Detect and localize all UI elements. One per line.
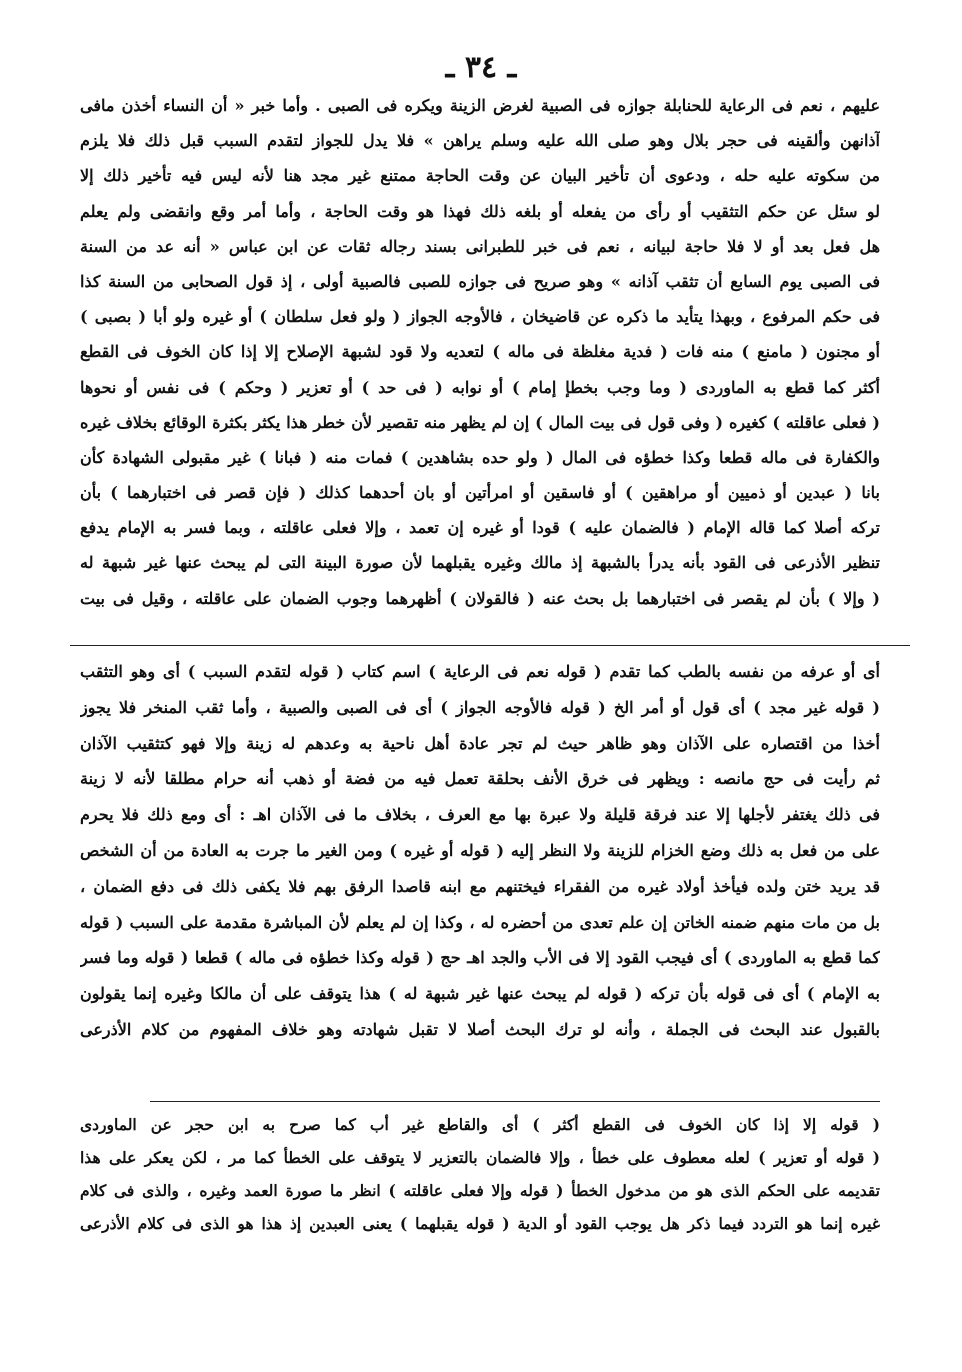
footnote-line: بالقبول عند البحث فى الجملة ، وأنه لو ترك البحث أصلا لا تقبل شهادته وهو خلاف المفهوم من كلام الأذرعى <box>80 1019 880 1039</box>
footnote-line: ثم رأيت فى حج مانصه : ويظهر فى خرق الأنف بحلقة تعمل فيه من فضة أو ذهب أنه حرام مطلقا لأنه لا زينة <box>80 769 880 789</box>
text-line: أكثر كما قطع به الماوردى ( وما وجب بخطإ إمام ) أو نوابه ( فى حد ) أو تعزير ( وحكم ) فى نفس أو نحوها <box>80 377 880 397</box>
gloss-line: تقديمه على الحكم الذى هو من مدخول الخطأ ( قوله وإلا فعلى عاقلته ) انظر ما صورة العمد وغيره ، والذى فى كلام <box>80 1181 880 1200</box>
footnote-line: على من فعل به ذلك وضع الخزام للزينة ولا النظر إليه ( قوله أو غيره ) ومن الغير ما جرت به العادة من أن الشخص <box>80 840 880 860</box>
text-line: والكفارة فى ماله قطعا وكذا خطؤه فى المال ( ولو حده بشاهدين ) فمات منه ( فبانا ) غير مقبولى الشهادة كأن <box>80 447 880 467</box>
footnote-line: ( قوله غير مجد ) أى قول أو أمر الخ ( قوله فالأوجه الجواز ) أى فى الصبى والصبية ، وأما ثقب المنخر فلا يجوز <box>80 697 880 717</box>
gloss-line: غيره إنما هو التردد فيما ذكر هل يوجب القود أو الدية ( قوله يقبلهما ) يعنى العبدين إذ هذا هو الذى فى كلام الأذرعى <box>80 1214 880 1233</box>
text-line: تنظير الأذرعى فى القود بأنه يدرأ بالشبهة إذ مالك وغيره يقبلهما لأن صورة البينة التى لم يبحث عنها غير شبهة له <box>80 553 880 573</box>
text-line: ( فعلى عاقلته ) كغيره ( وفى قول فى بيت المال ) إن لم يظهر منه تقصير لأن خطر هذا يكثر بكثرة الوقائع بخلاف غيره <box>80 412 880 432</box>
footnote-line: فى ذلك يغتفر لأجلها إلا عند فرقة قليلة ولا عبرة بها مع العرف ، بخلاف ما فى الآذان اهـ : أى ومع ذلك فلا يحرم <box>80 805 880 825</box>
footnote-line: قد يريد ختن ولده فيأخذ أولاد غيره من الفقراء فيختنهم مع ابنه قاصدا الرفق بهم فلا يكفى ذلك فى دفع الضمان ، <box>80 876 880 896</box>
footnote-line: به الإمام ) أى فى قوله بأن تركه ( قوله لم يبحث عنها غير شبهة له ) هذا يتوقف على أن مالكا وغيره إنما يقولون <box>80 984 880 1004</box>
text-line: لو سئل عن حكم التثقيب أو رأى من يفعله أو بلغه ذلك فهذا هو وقت الحاجة ، وأما أمر وقع وانقضى ولم يعلم <box>80 201 880 221</box>
footnote-line: بل من مات منهم ضمنه الخاتن إن علم تعدى من أحضره له ، وكذا إن لم يعلم لأن المباشرة مقدمة على السبب ( قوله <box>80 912 880 932</box>
gloss-line: ( قوله إلا إذا كان الخوف فى القطع أكثر ) أى والقاطع غير أب كما صرح به ابن حجر عن الماوردى <box>80 1115 880 1134</box>
footnote-line: كما قطع به الماوردى ) أى فيجب القود إلا فى الأب والجد اهـ حج ( قوله وكذا خطؤه فى ماله ) قطعا ( قوله وما فسر <box>80 948 880 968</box>
footnote-commentary <box>80 654 880 1048</box>
footnote-line: أخذا من اقتصاره على الآذان وهو ظاهر حيث لم تجر عادة أهل ناحية به وعدهم له زينة وإلا فهو كتثقيب الآذان <box>80 733 880 753</box>
text-line: ( وإلا ) بأن لم يقصر فى اختبارهما بل بحث عنه ( فالقولان ) أظهرهما وجوب الضمان على عاقلته ، وقيل فى بيت <box>80 588 880 608</box>
main-text <box>80 88 880 616</box>
text-line: فى الصبى يوم السابع أن تثقب آذانه » وهو صريح فى جوازه للصبى فالصبية أولى ، إذ قول الصحابى من السنة كذا <box>80 271 880 291</box>
text-line: بانا ( عبدين أو ذميين أو مراهقين ) أو فاسقين أو امرأتين أو بان أحدهما كذلك ( فإن قصر فى اختبارهما ) بأن <box>80 483 880 503</box>
text-line: عليهم ، نعم فى الرعاية للحنابلة جوازه فى الصبية لغرض الزينة ويكره فى الصبى . وأما خبر « أن النساء أخذن مافى <box>80 96 880 115</box>
footnote-gloss <box>80 1108 880 1240</box>
text-line: هل فعل بعد أو لا فلا حاجة لبيانه ، نعم فى خبر للطبرانى بسند رجاله ثقات عن ابن عباس « أنه عد من السنة <box>80 236 880 256</box>
footnote-divider-2 <box>150 1101 880 1102</box>
footnote-divider <box>70 645 910 646</box>
text-line: تركه أصلا كما قاله الإمام ( فالضمان عليه ) قودا أو غيره إن تعمد ، وإلا فعلى عاقلته ، وبما فسر به الإمام يدفع <box>80 518 880 538</box>
footnote-line: أى أو عرفه من نفسه بالطب كما تقدم ( قوله نعم فى الرعاية ) اسم كتاب ( قوله لتقدم السبب ) أى وهو التثقب <box>80 662 880 681</box>
text-line: من سكوته عليه حله ، ودعوى أن تأخير البيان عن وقت الحاجة ممتنع غير مجد هنا لأنه ليس فيه تأخير ذلك إلا <box>80 166 880 186</box>
text-line: أو مجنون ( مامنع ) منه فات ( فدية مغلظة فى ماله ) لتعديه ولا قود لشبهة الإصلاح إلا إذا كان الخوف فى القطع <box>80 342 880 362</box>
gloss-line: ( قوله أو تعزير ) لعله معطوف على خطأ ، وإلا فالضمان بالتعزير لا يتوقف على الخطأ كما مر ، لكن يعكر على هذا <box>80 1148 880 1167</box>
page-number: ـ ٣٤ ـ <box>445 50 517 85</box>
text-line: فى حكم المرفوع ، وبهذا يتأيد ما ذكره عن قاضيخان ، فالأوجه الجواز ( ولو فعل سلطان ) أو غيره ولو أبا ( بصبى ) <box>80 307 880 327</box>
text-line: آذانهن وألقينه فى حجر بلال وهو صلى الله عليه وسلم يراهن » فلا يدل للجواز لتقدم السبب قبل ذلك فلا يلزم <box>80 131 880 151</box>
